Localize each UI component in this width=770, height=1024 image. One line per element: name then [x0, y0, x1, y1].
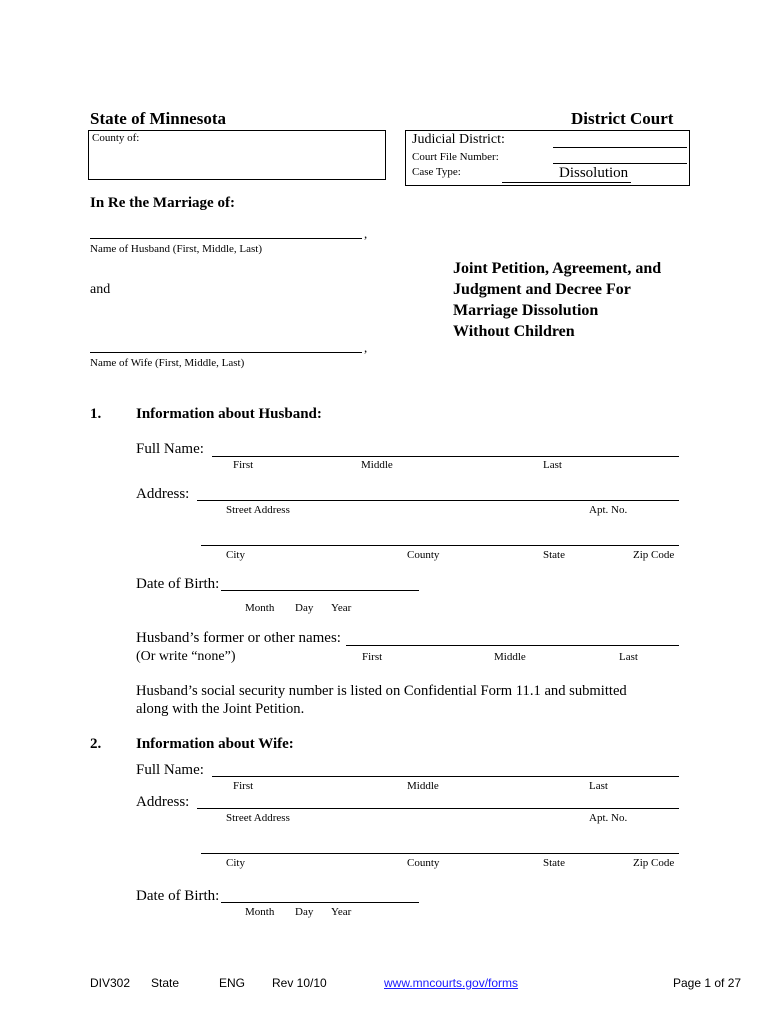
footer-state: State — [151, 976, 180, 990]
footer-page-number: Page 1 of 27 — [673, 976, 742, 990]
form-title — [453, 258, 661, 342]
judicial-district-field[interactable] — [553, 147, 687, 148]
county-label: County of: — [92, 132, 140, 144]
wife-street-label: Street Address — [226, 812, 290, 824]
wife-last-label: Last — [589, 780, 608, 792]
husband-city-label: City — [226, 549, 245, 561]
husband-ssn-text-line1: Husband’s social security number is listed on Confidential Form 11.1 and submitted — [136, 683, 627, 699]
footer-form-id: DIV302 — [90, 976, 131, 990]
husband-state-label: State — [543, 549, 565, 561]
wife-full-name-field[interactable] — [212, 776, 679, 777]
and-text: and — [90, 282, 111, 297]
husband-full-name-label: Full Name: — [136, 441, 204, 457]
footer-lang: ENG — [219, 976, 246, 990]
husband-zip-label: Zip Code — [633, 549, 675, 561]
husband-or-write-none: (Or write “none”) — [136, 649, 236, 664]
husband-name-line[interactable] — [90, 238, 362, 239]
wife-name-line[interactable] — [90, 352, 362, 353]
wife-city-label: City — [226, 857, 245, 869]
wife-dob-field[interactable] — [221, 902, 419, 903]
court-title: District Court — [571, 109, 674, 128]
section-1-number: 1. — [90, 406, 102, 422]
husband-comma: , — [364, 226, 368, 241]
case-type-label: Case Type: — [412, 166, 461, 178]
husband-county-label: County — [407, 549, 440, 561]
husband-dob-label: Date of Birth: — [136, 576, 220, 592]
wife-street-field[interactable] — [197, 808, 679, 809]
wife-zip-label: Zip Code — [633, 857, 675, 869]
husband-middle-label: Middle — [361, 459, 393, 471]
wife-dob-day: Day — [295, 906, 314, 918]
husband-former-middle: Middle — [494, 651, 526, 663]
court-info-box — [405, 130, 690, 186]
husband-ssn-text-line2: along with the Joint Petition. — [136, 701, 305, 717]
wife-apt-label: Apt. No. — [589, 812, 628, 824]
wife-first-label: First — [233, 780, 254, 792]
husband-former-first: First — [362, 651, 383, 663]
husband-apt-label: Apt. No. — [589, 504, 628, 516]
wife-state-label: State — [543, 857, 565, 869]
form-title-line: Joint Petition, Agreement, and — [453, 260, 662, 277]
wife-county-label: County — [407, 857, 440, 869]
wife-dob-year: Year — [331, 906, 352, 918]
husband-name-label: Name of Husband (First, Middle, Last) — [90, 243, 262, 255]
husband-city-field[interactable] — [201, 545, 679, 546]
wife-comma: , — [364, 340, 368, 355]
husband-former-names-field[interactable] — [346, 645, 679, 646]
footer-rev: Rev 10/10 — [272, 976, 327, 990]
court-file-field[interactable] — [553, 163, 687, 164]
husband-dob-day: Day — [295, 602, 314, 614]
wife-full-name-label: Full Name: — [136, 762, 204, 778]
form-title-line: Marriage Dissolution — [453, 302, 599, 319]
case-type-underline — [502, 182, 631, 183]
husband-street-field[interactable] — [197, 500, 679, 501]
husband-former-names-label: Husband’s former or other names: — [136, 630, 341, 646]
form-title-line: Judgment and Decree For — [453, 281, 631, 298]
husband-first-label: First — [233, 459, 254, 471]
footer-url-link[interactable]: www.mncourts.gov/forms — [384, 976, 519, 990]
section-2-number: 2. — [90, 736, 102, 752]
husband-street-label: Street Address — [226, 504, 290, 516]
wife-dob-label: Date of Birth: — [136, 888, 220, 904]
husband-former-last: Last — [619, 651, 638, 663]
husband-dob-year: Year — [331, 602, 352, 614]
in-re-heading: In Re the Marriage of: — [90, 195, 235, 211]
husband-dob-field[interactable] — [221, 590, 419, 591]
husband-full-name-field[interactable] — [212, 456, 679, 457]
county-box[interactable] — [88, 130, 386, 180]
husband-dob-month: Month — [245, 602, 275, 614]
husband-last-label: Last — [543, 459, 562, 471]
wife-dob-month: Month — [245, 906, 275, 918]
wife-city-field[interactable] — [201, 853, 679, 854]
wife-name-label: Name of Wife (First, Middle, Last) — [90, 357, 245, 369]
judicial-district-label: Judicial District: — [412, 132, 505, 147]
case-type-value: Dissolution — [559, 165, 629, 181]
form-title-line: Without Children — [453, 323, 575, 340]
section-1-heading: Information about Husband: — [136, 406, 322, 422]
wife-address-label: Address: — [136, 794, 190, 810]
state-title: State of Minnesota — [90, 109, 226, 128]
husband-address-label: Address: — [136, 486, 190, 502]
section-2-heading: Information about Wife: — [136, 736, 294, 752]
wife-middle-label: Middle — [407, 780, 439, 792]
court-file-label: Court File Number: — [412, 151, 499, 163]
